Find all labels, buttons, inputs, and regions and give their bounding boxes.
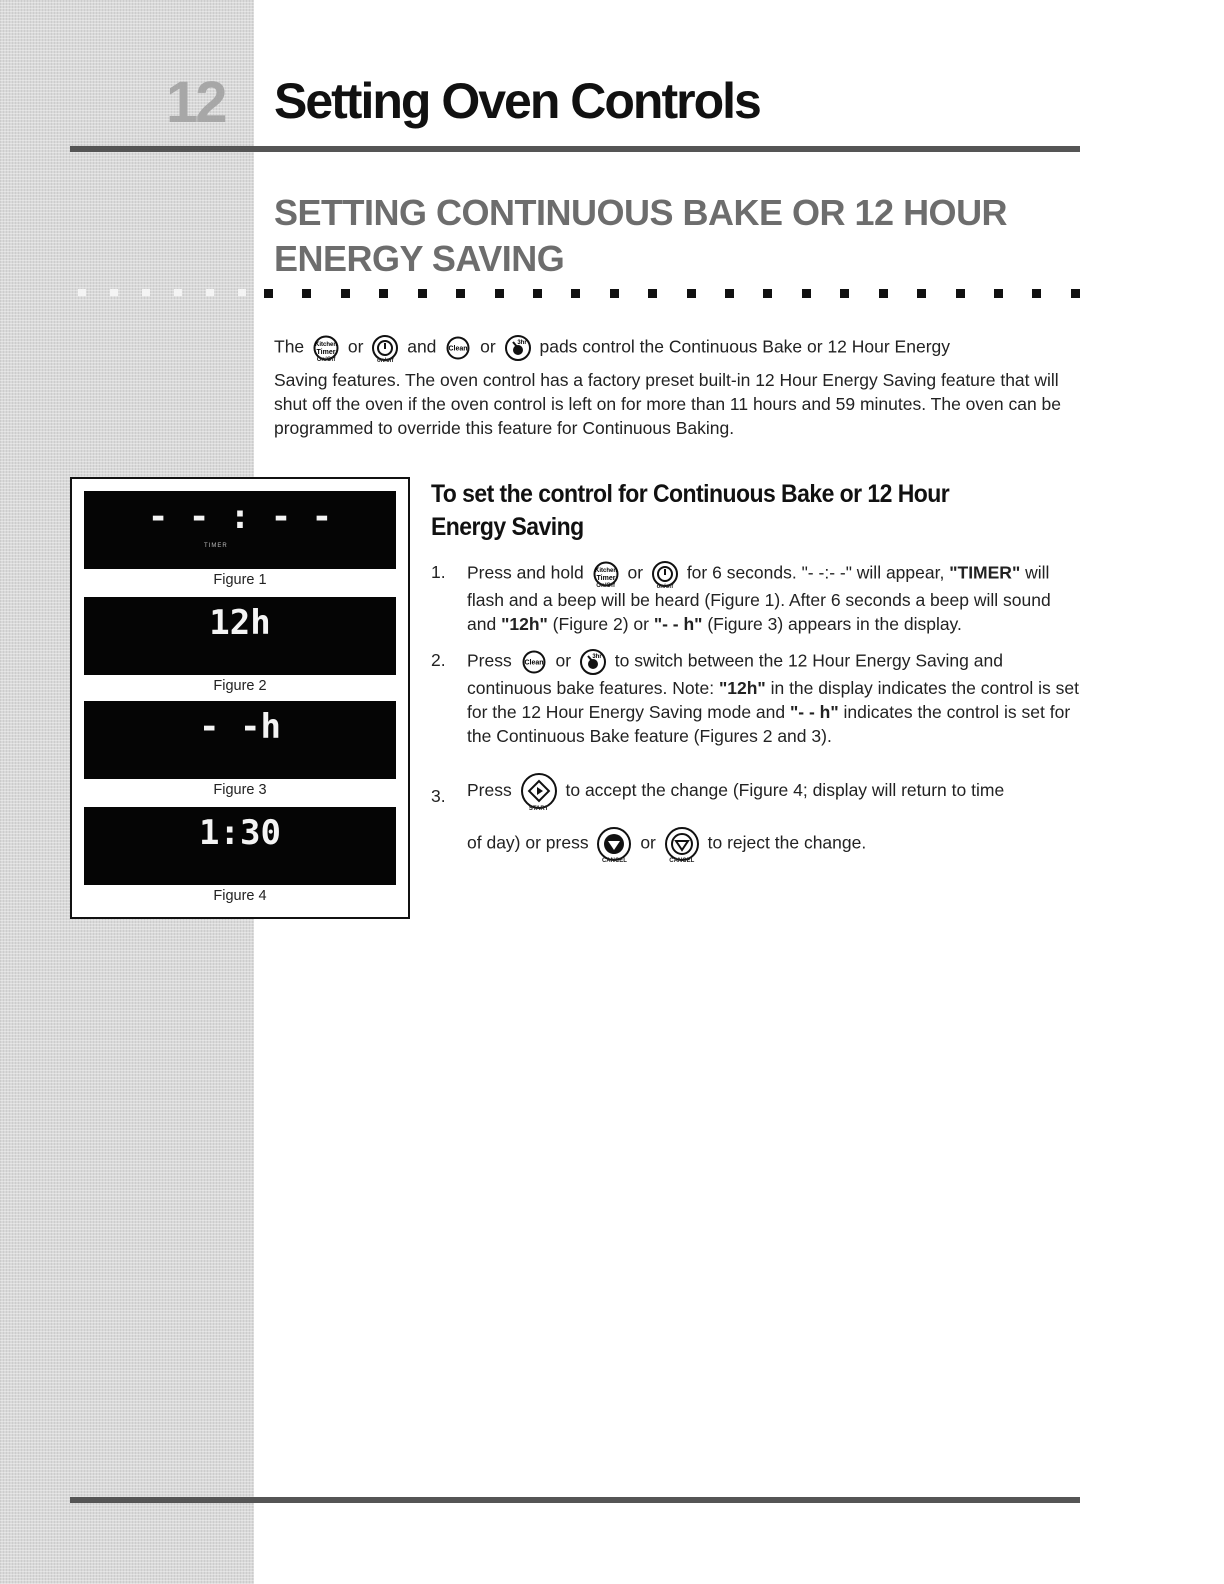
figure-caption: Figure 2 [213,678,267,694]
timer-indicator: TIMER [204,543,228,549]
svg-text:Kitchen: Kitchen [315,342,338,348]
start-pad-icon: START [520,772,558,810]
display-screen [84,701,396,779]
svg-text:3hr: 3hr [592,654,602,660]
bottom-rule [70,1497,1080,1503]
kitchen-timer-pad-icon: Kitchen Timer On/Off [592,561,620,587]
svg-text:Clean: Clean [524,659,544,667]
dotted-divider [264,289,1080,301]
cancel-pad-icon: CANCEL [664,826,700,862]
3hr-pad-icon [579,648,607,676]
procedure-steps [431,560,1081,874]
sidebar-dot-row [78,289,246,297]
step-1: 1. Press and hold Kitchen Timer On/Off or on/off for 6 seconds. "- -:- -" will appear, "TIMER" will flash and a beep will be heard (Figure 1). After 6 seconds a beep will sound and "12h" (Figure 2) or "- - h" (Figure 3) appears in the display. [431,562,1051,634]
step-2: 2. Press Clean or 3hr to switch between the 12 Hour Energy Saving and continuous bake features. Note: "12h" in the display indicates the control is set for the 12 Hour Energy Saving mode and "- - h" indicates the control is set for the Continuous Bake feature (Figures 2 and 3). [431,650,1079,746]
figures-panel [70,477,410,919]
kitchen-timer-pad-icon: Kitchen Timer On/Off [312,335,340,361]
display-screen [84,807,396,885]
chapter-number: 12 [166,70,225,135]
onoff-pad-icon: on/off [371,334,399,362]
svg-text:3hr: 3hr [516,340,527,346]
3hr-pad-icon [504,334,532,362]
figure-1 [84,491,396,588]
display-screen [84,597,396,675]
cancel-pad-icon: CANCEL [596,826,632,862]
onoff-pad-icon: on/off [651,560,679,588]
step-3: 3. Press START to accept the change (Figure 4; display will return to time of day) or press CANCEL or CANCEL to reject the change. [431,760,1081,862]
figure-caption: Figure 3 [213,782,267,798]
figure-2 [84,597,396,694]
procedure-heading: To set the control for Continuous Bake or 12 Hour Energy Saving [431,480,950,541]
top-rule [70,146,1080,152]
svg-text:Timer: Timer [316,349,336,356]
figure-3 [84,701,396,798]
section-heading: SETTING CONTINUOUS BAKE OR 12 HOUR ENERGY SAVING [274,192,1008,279]
display-readout: 1:30 [199,813,281,853]
display-readout: 12h [209,603,271,643]
display-readout: - -h [199,707,281,747]
intro-body: Saving features. The oven control has a factory preset built-in 12 Hour Energy Saving feature that will shut off the oven if the oven control is left on for more than 11 hours and 59 minutes. The oven can be programmed to override this feature for Continuous Baking. [274,370,1062,438]
svg-text:Clean: Clean [448,345,468,353]
figure-caption: Figure 1 [213,572,267,588]
clean-pad-icon [520,650,548,674]
svg-text:Timer: Timer [596,575,616,582]
clean-pad-icon [444,336,472,360]
svg-text:Kitchen: Kitchen [594,568,617,574]
page-title: Setting Oven Controls [274,73,760,129]
display-screen [84,491,396,569]
figure-caption: Figure 4 [213,888,267,904]
figure-4 [84,807,396,904]
intro-paragraph: The Kitchen Timer On/Off or on/off and Clean or 3hr pads control the Continuous Bake or 12 Hour Energy Saving features. The oven control has a factory preset built-in 12 Hour Energy Saving feature that will shut off the oven if the oven control is left on for more than 11 hours and 59 minutes. The oven can be programmed to override this feature for Continuous Baking. [274,334,1080,440]
display-readout: - - : - - [147,497,333,537]
